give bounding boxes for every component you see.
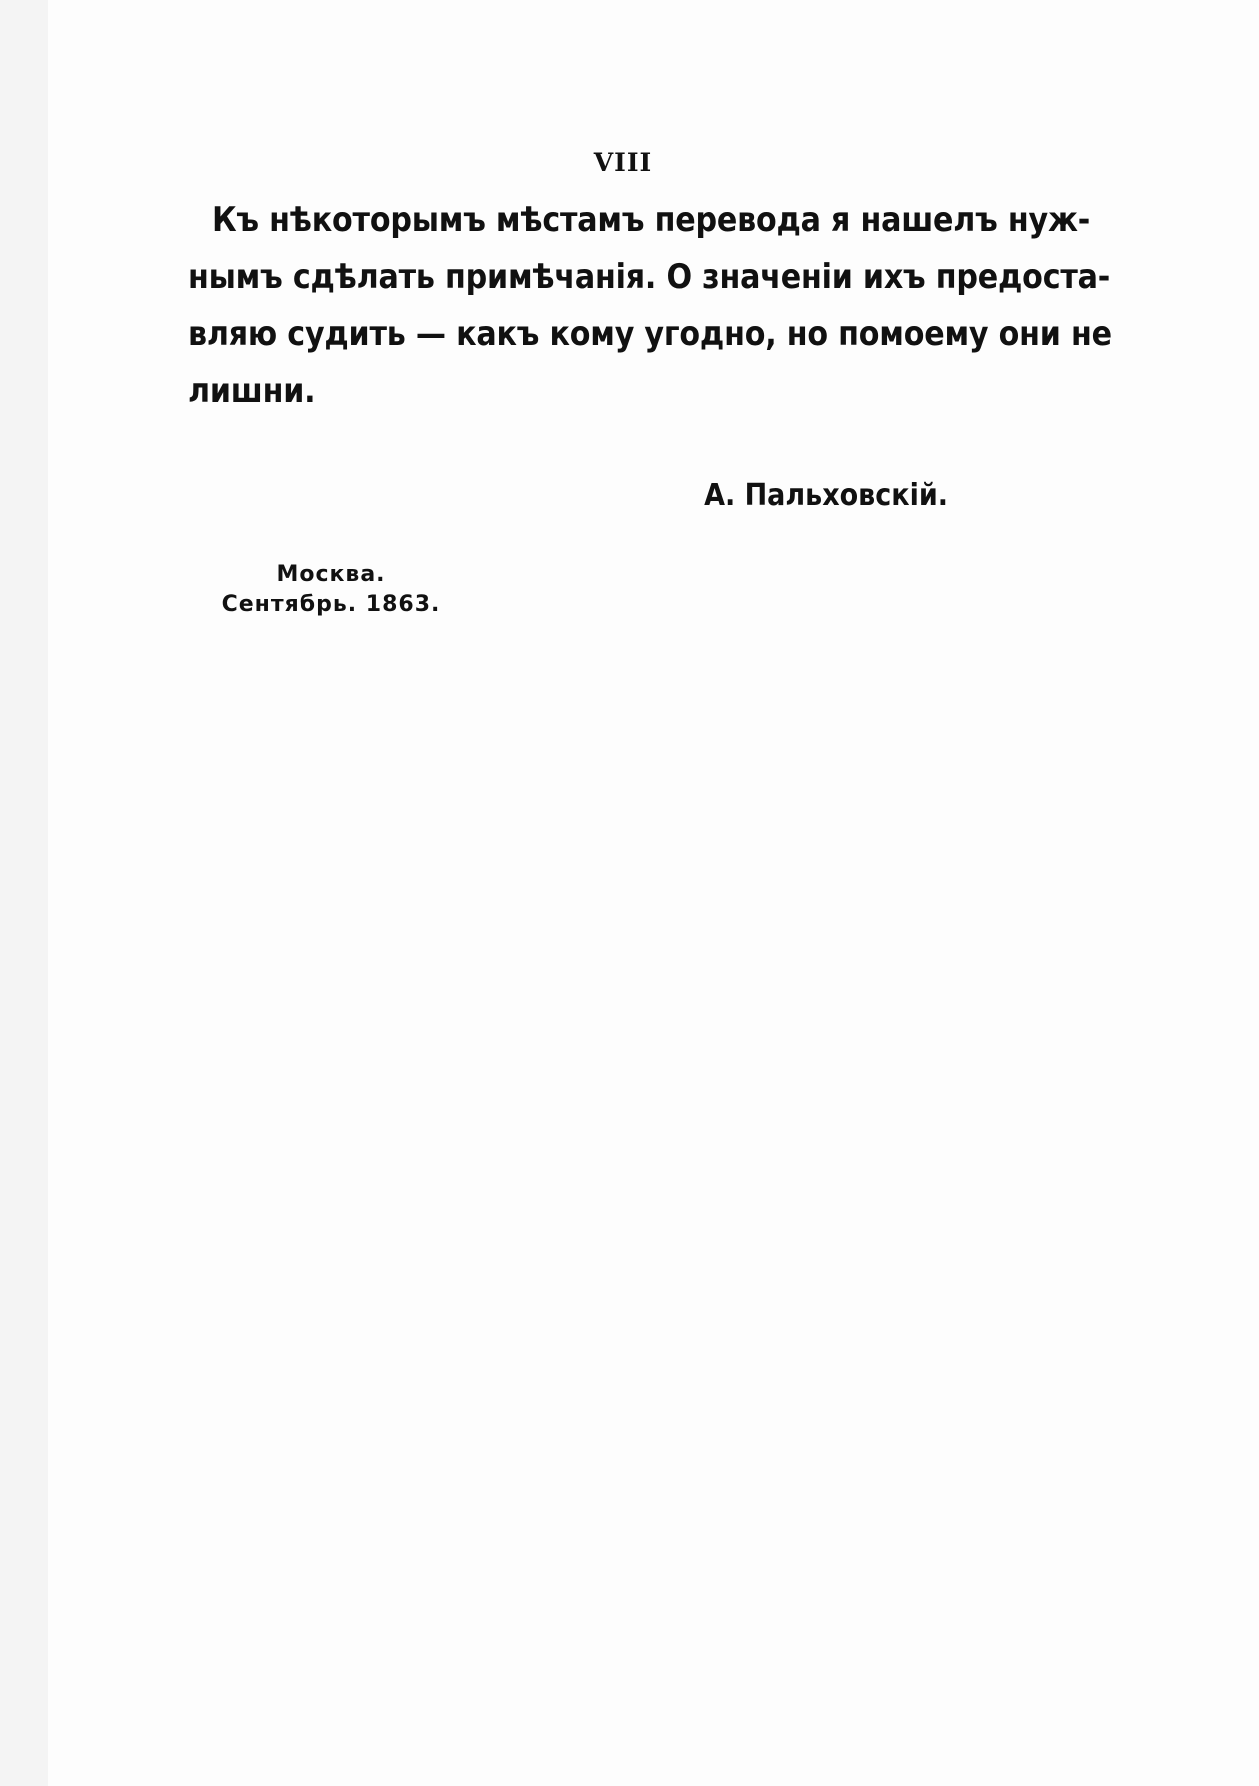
author-signature: А. Пальховскій.: [704, 478, 948, 513]
page-number: VIII: [593, 148, 653, 177]
paragraph-line: лишни.: [188, 371, 316, 410]
dateline-date: Сентябрь. 1863.: [221, 592, 441, 617]
book-page: [48, 0, 1259, 1786]
paragraph-line: нымъ сдѣлать примѣчанія. О значеніи ихъ предоста-: [188, 257, 1111, 296]
paragraph-line: вляю судить — какъ кому угодно, но помоему они не: [188, 314, 1112, 353]
dateline-place: Москва.: [276, 562, 386, 587]
scan-margin: [0, 0, 48, 1786]
paragraph-line: Къ нѣкоторымъ мѣстамъ перевода я нашелъ нуж-: [212, 200, 1091, 239]
